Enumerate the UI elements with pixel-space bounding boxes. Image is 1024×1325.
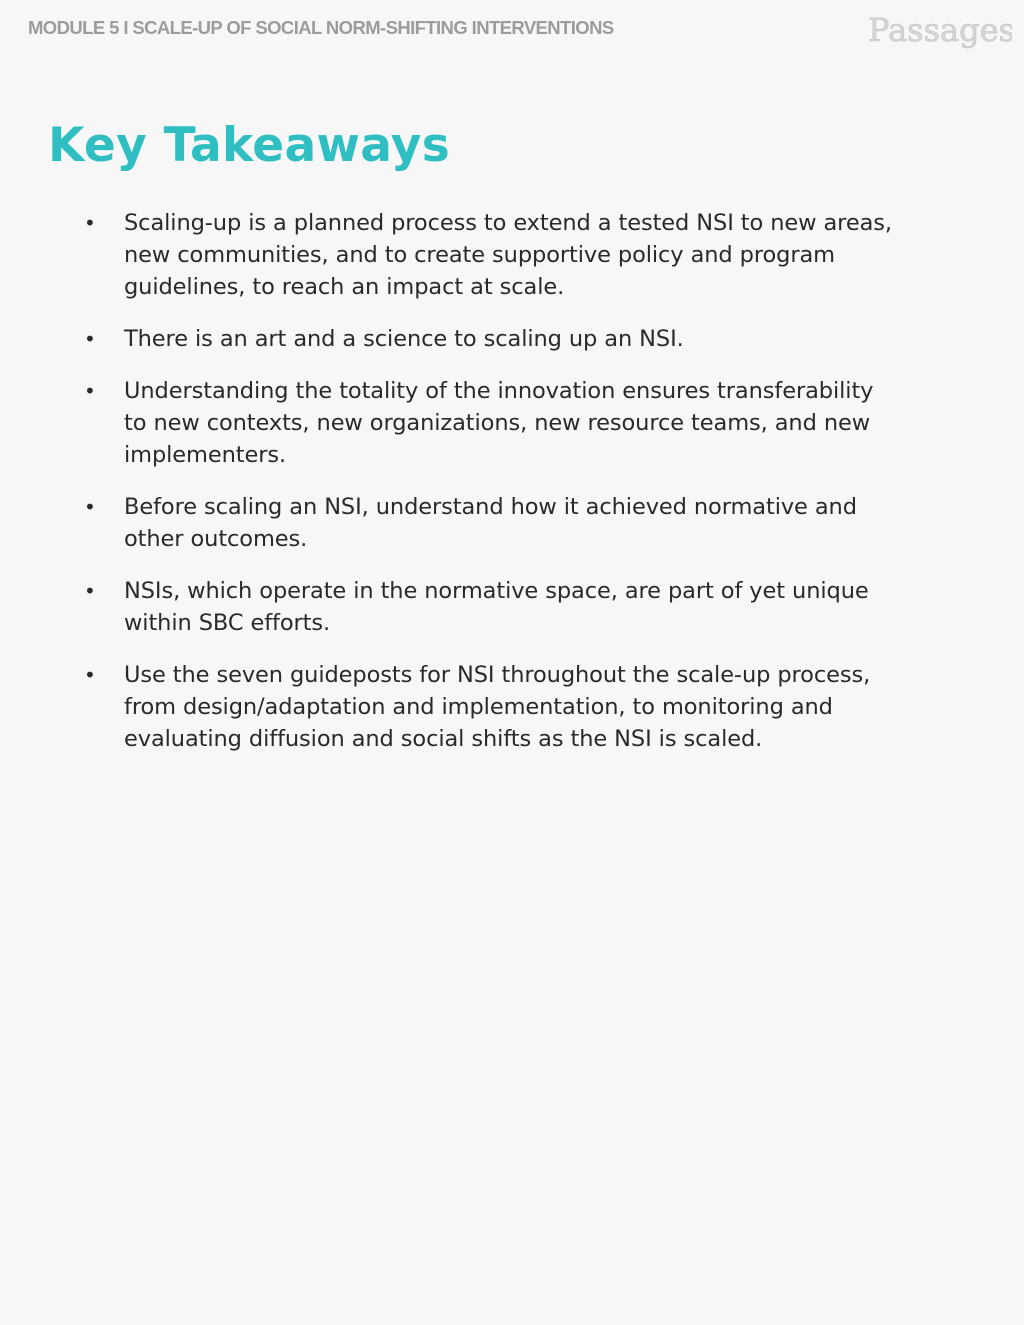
takeaway-text: Use the seven guideposts for NSI throughout the scale-up process, from design/adaptation and implementation, to monitoring and evaluating diffusion and social shifts as the NSI is scaled. xyxy=(124,662,871,752)
takeaway-text: NSIs, which operate in the normative space, are part of yet unique within SBC efforts. xyxy=(124,578,869,636)
takeaway-item xyxy=(84,375,894,471)
bullet-icon: • xyxy=(84,495,96,519)
takeaway-item xyxy=(84,491,894,555)
module-header: MODULE 5 I SCALE-UP OF SOCIAL NORM-SHIFTING INTERVENTIONS xyxy=(28,17,614,38)
takeaway-text: Understanding the totality of the innovation ensures transferability to new contexts, new organizations, new resource teams, and new implementers. xyxy=(124,378,874,468)
takeaway-item xyxy=(84,659,894,755)
page-title: Key Takeaways xyxy=(48,118,450,173)
takeaway-item xyxy=(84,323,894,355)
takeaway-text: There is an art and a science to scaling up an NSI. xyxy=(124,326,684,352)
takeaway-text: Before scaling an NSI, understand how it achieved normative and other outcomes. xyxy=(124,494,857,552)
bullet-icon: • xyxy=(84,663,96,687)
bullet-icon: • xyxy=(84,379,96,403)
bullet-icon: • xyxy=(84,211,96,235)
bullet-icon: • xyxy=(84,327,96,351)
bullet-icon: • xyxy=(84,579,96,603)
passages-logo xyxy=(866,8,1012,54)
takeaway-item xyxy=(84,207,894,303)
takeaway-item xyxy=(84,575,894,639)
takeaway-list xyxy=(84,207,894,775)
logo-wordmark xyxy=(866,8,1012,54)
takeaway-text: Scaling-up is a planned process to extend a tested NSI to new areas, new communities, and to create supportive policy and program guidelines, to reach an impact at scale. xyxy=(124,210,892,300)
logo-text: Passages xyxy=(868,11,1012,49)
